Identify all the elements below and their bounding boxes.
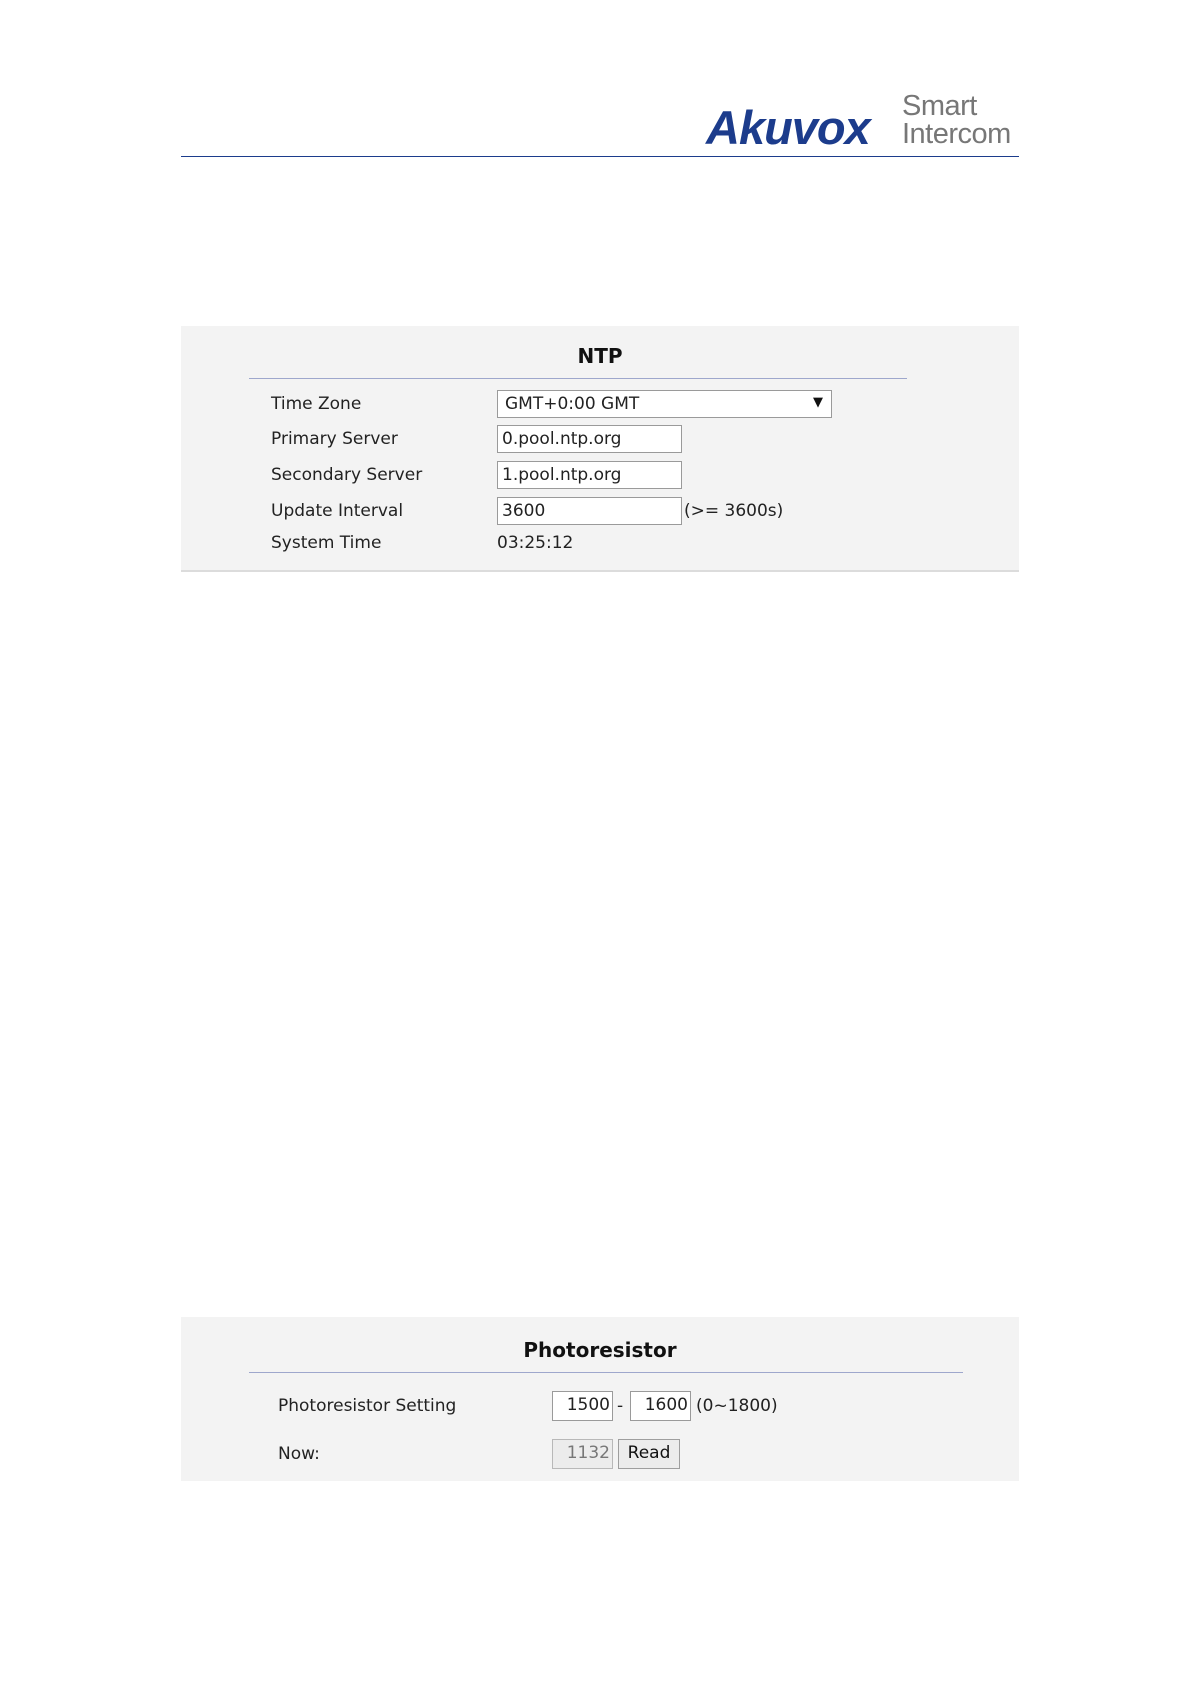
update-interval-input[interactable]: 3600	[497, 497, 682, 525]
ntp-panel	[181, 326, 1019, 572]
brand-tagline-line2: Intercom	[902, 118, 1011, 150]
photoresistor-now-label: Now:	[278, 1444, 320, 1464]
time-zone-select[interactable]	[497, 390, 832, 418]
secondary-server-label: Secondary Server	[271, 465, 423, 485]
brand-tagline-line1: Smart	[902, 90, 977, 122]
header-divider	[181, 156, 1019, 157]
update-interval-label: Update Interval	[271, 501, 404, 521]
photoresistor-setting-label: Photoresistor Setting	[278, 1396, 457, 1416]
ntp-title-divider	[249, 378, 907, 379]
chevron-down-icon: ▼	[813, 395, 823, 410]
time-zone-label: Time Zone	[271, 394, 362, 414]
photoresistor-title: Photoresistor	[523, 1338, 677, 1362]
brand-name: Akuvox	[706, 101, 870, 154]
primary-server-input[interactable]: 0.pool.ntp.org	[497, 425, 682, 453]
photoresistor-range-hint: (0~1800)	[696, 1396, 778, 1416]
ntp-title: NTP	[577, 344, 623, 368]
photoresistor-now-value: 1132	[552, 1439, 613, 1469]
photoresistor-panel	[181, 1317, 1019, 1481]
system-time-label: System Time	[271, 533, 382, 553]
photoresistor-max-input[interactable]: 1600	[630, 1391, 691, 1421]
secondary-server-input[interactable]: 1.pool.ntp.org	[497, 461, 682, 489]
system-time-value: 03:25:12	[497, 533, 574, 553]
photoresistor-title-divider	[249, 1372, 963, 1373]
brand-tagline	[902, 92, 1011, 148]
brand-logo	[706, 92, 1016, 152]
primary-server-label: Primary Server	[271, 429, 398, 449]
update-interval-hint: (>= 3600s)	[684, 501, 784, 521]
read-button[interactable]: Read	[618, 1439, 680, 1469]
photoresistor-min-input[interactable]: 1500	[552, 1391, 613, 1421]
photoresistor-range-separator: -	[617, 1396, 624, 1416]
time-zone-value: GMT+0:00 GMT	[505, 394, 640, 414]
